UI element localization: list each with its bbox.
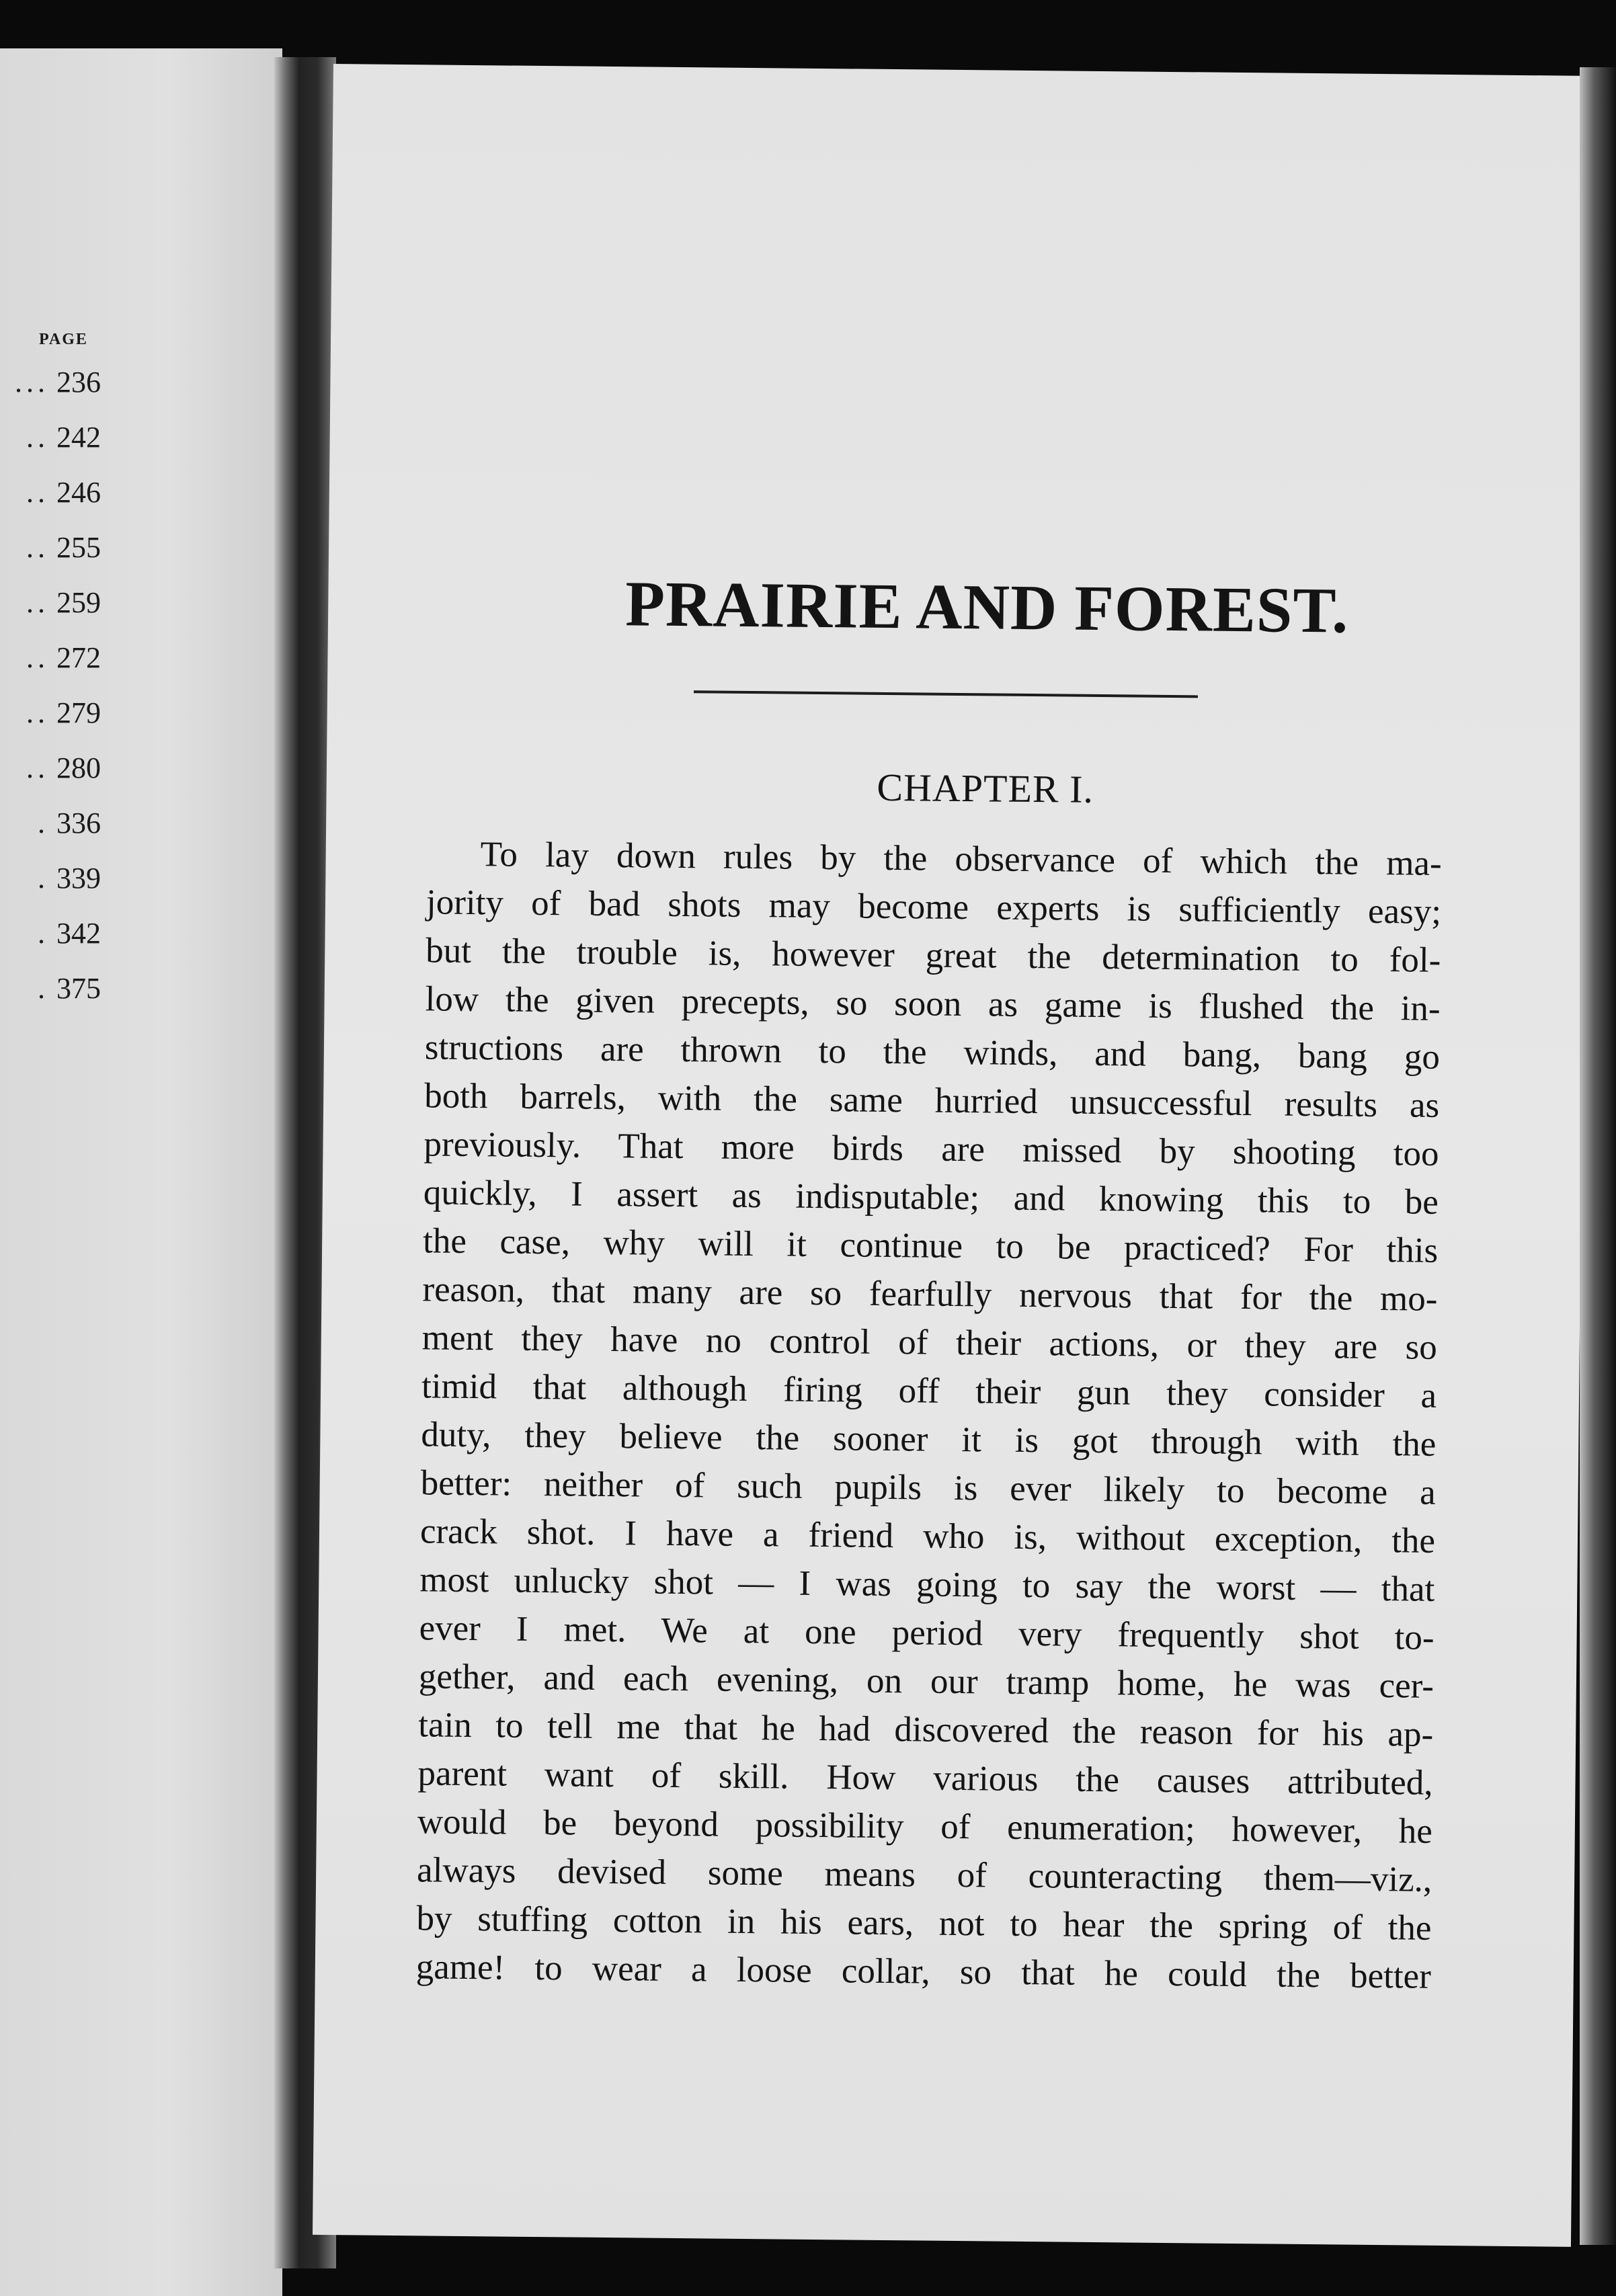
chapter-heading: CHAPTER I. bbox=[877, 765, 1094, 811]
text-line: better: neither of such pupils is ever likely to become a bbox=[420, 1463, 1436, 1512]
toc-entry bbox=[0, 910, 101, 965]
toc-page-number: 336 bbox=[56, 807, 101, 839]
toc-page-number: 236 bbox=[56, 366, 101, 399]
text-line: the case, why will it continue to be practiced? For this bbox=[422, 1221, 1439, 1270]
text-line: always devised some means of counteracting them—viz., bbox=[416, 1850, 1432, 1899]
body-text bbox=[415, 829, 1442, 2000]
toc-leader: . bbox=[38, 972, 49, 1005]
text-line: ment they have no control of their actions, or they are so bbox=[421, 1318, 1438, 1367]
text-line: duty, they believe the sooner it is got through with the bbox=[421, 1415, 1437, 1464]
page-edge bbox=[1580, 67, 1616, 2245]
text-line: ever I met. We at one period very frequently shot to- bbox=[419, 1608, 1435, 1657]
toc-leader: .. bbox=[26, 476, 49, 509]
toc-entry bbox=[0, 359, 101, 414]
book-title: PRAIRIE AND FOREST. bbox=[624, 567, 1349, 647]
toc-leader: .. bbox=[26, 751, 49, 784]
toc-leader: .. bbox=[26, 586, 49, 619]
text-line: crack shot. I have a friend who is, without exception, the bbox=[419, 1512, 1436, 1561]
text-line: would be beyond possibility of enumeration; however, he bbox=[417, 1802, 1433, 1851]
left-page bbox=[0, 48, 282, 2296]
text-line: structions are thrown to the winds, and bang, bang go bbox=[424, 1028, 1441, 1077]
toc-leader: .. bbox=[26, 421, 49, 454]
toc-leader: ... bbox=[15, 366, 49, 399]
text-line: but the trouble is, however great the determination to fol- bbox=[426, 931, 1441, 980]
toc-entry bbox=[0, 690, 101, 745]
toc-entry bbox=[0, 745, 101, 800]
text-line: low the given precepts, so soon as game is flushed the in- bbox=[425, 979, 1441, 1028]
toc-entry bbox=[0, 965, 101, 1020]
text-line: reason, that many are so fearfully nervous that for the mo- bbox=[422, 1270, 1438, 1319]
toc-page-number: 259 bbox=[56, 586, 101, 619]
text-line: parent want of skill. How various the causes attributed, bbox=[417, 1754, 1433, 1803]
text-line: both barrels, with the same hurried unsuccessful results as bbox=[423, 1076, 1440, 1125]
toc-page-number: 375 bbox=[56, 972, 101, 1005]
text-line: quickly, I assert as indisputable; and knowing this to be bbox=[423, 1173, 1439, 1222]
toc-page-number: 339 bbox=[56, 862, 101, 895]
toc-entry bbox=[0, 469, 101, 524]
right-page bbox=[313, 64, 1592, 2247]
toc-leader: . bbox=[38, 862, 49, 895]
toc-entry bbox=[0, 414, 101, 469]
toc-page-number: 242 bbox=[56, 421, 101, 454]
toc-leader: .. bbox=[26, 531, 49, 564]
toc-entry bbox=[0, 524, 101, 579]
toc-page-list bbox=[0, 359, 101, 1020]
toc-leader: .. bbox=[26, 641, 49, 674]
text-line: game! to wear a loose collar, so that he could the better bbox=[415, 1947, 1432, 1996]
text-line: previously. That more birds are missed by shooting too bbox=[423, 1124, 1439, 1174]
toc-page-number: 255 bbox=[56, 531, 101, 564]
toc-page-number: 246 bbox=[56, 476, 101, 509]
text-line: To lay down rules by the observance of which the ma- bbox=[480, 835, 1442, 883]
toc-page-number: 272 bbox=[56, 641, 101, 674]
text-line: timid that although firing off their gun they consider a bbox=[421, 1366, 1437, 1416]
text-line: by stuffing cotton in his ears, not to hear the spring of the bbox=[416, 1899, 1432, 1948]
toc-leader: .. bbox=[26, 696, 49, 729]
toc-page-number: 279 bbox=[56, 696, 101, 729]
toc-entry bbox=[0, 634, 101, 690]
toc-page-number: 342 bbox=[56, 917, 101, 950]
toc-page-number: 280 bbox=[56, 751, 101, 784]
text-line: jority of bad shots may become experts is sufficiently easy; bbox=[426, 883, 1442, 932]
toc-leader: . bbox=[38, 917, 49, 950]
text-line: most unlucky shot — I was going to say the worst — that bbox=[419, 1560, 1435, 1609]
text-line: tain to tell me that he had discovered the reason for his ap- bbox=[418, 1705, 1434, 1754]
toc-leader: . bbox=[38, 807, 49, 839]
toc-entry bbox=[0, 855, 101, 910]
toc-entry bbox=[0, 800, 101, 855]
text-line: gether, and each evening, on our tramp home, he was cer- bbox=[418, 1657, 1435, 1706]
toc-page-header: PAGE bbox=[39, 331, 88, 348]
title-rule bbox=[694, 690, 1198, 698]
toc-entry bbox=[0, 579, 101, 634]
